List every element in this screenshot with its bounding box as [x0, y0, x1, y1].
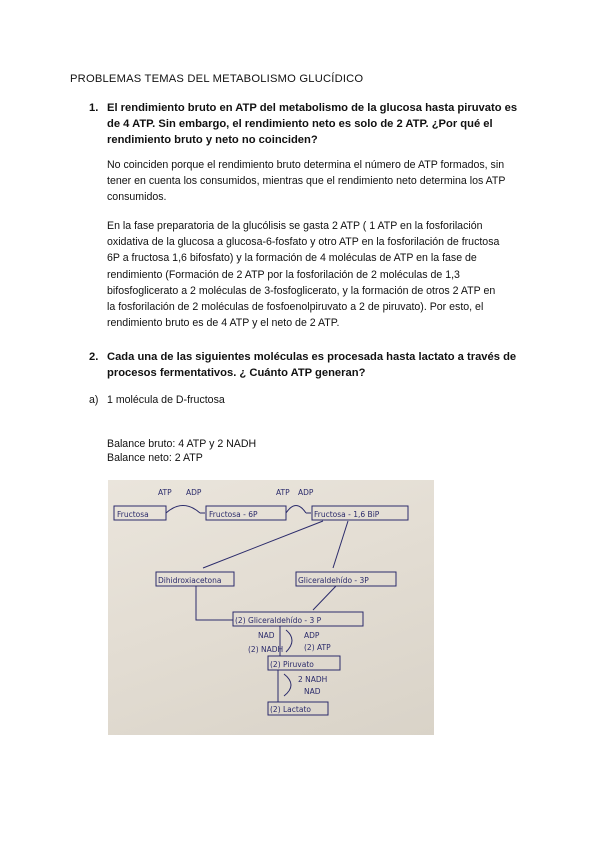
- page-title: PROBLEMAS TEMAS DEL METABOLISMO GLUCÍDICO: [70, 73, 364, 85]
- answer-line: consumidos.: [107, 191, 167, 204]
- question-1-text: [107, 100, 537, 148]
- label-atp-x2: (2) ATP: [304, 643, 331, 652]
- item-a-text: 1 molécula de D-fructosa: [107, 394, 225, 406]
- answer-line: bifosfoglicerato a 2 moléculas de 3-fosfoglicerato, y la formación de otros 2 ATP en: [107, 284, 496, 297]
- question-2: [89, 349, 534, 381]
- label-g3p-x2: (2) Gliceraldehído - 3 P: [235, 616, 322, 625]
- label-g3p: Gliceraldehído - 3P: [298, 576, 369, 585]
- label-nadh-2: 2 NADH: [298, 675, 328, 684]
- arrow-g3p-down: [313, 586, 336, 610]
- arrow-to-g3p: [333, 521, 348, 568]
- label-piruvato: (2) Piruvato: [270, 660, 314, 669]
- question-2-number: 2.: [89, 351, 99, 363]
- label-adp-3: ADP: [304, 631, 320, 640]
- label-fructosa-6p: Fructosa - 6P: [209, 510, 258, 519]
- balance-gross: Balance bruto: 4 ATP y 2 NADH: [107, 438, 257, 450]
- balance-net: Balance neto: 2 ATP: [107, 452, 203, 464]
- label-adp-1: ADP: [186, 488, 202, 497]
- arrow-to-dhap: [203, 521, 323, 568]
- answer-line: En la fase preparatoria de la glucólisis se gasta 2 ATP ( 1 ATP en la fosforilación: [107, 220, 483, 232]
- label-adp-2: ADP: [298, 488, 314, 497]
- question-2-text: [107, 349, 537, 381]
- question-2-line: Cada una de las siguientes moléculas es procesada hasta lactato a través de: [107, 351, 517, 363]
- item-a-label: a): [89, 394, 99, 406]
- question-1-line: de 4 ATP. Sin embargo, el rendimiento neto es solo de 2 ATP. ¿Por qué el: [107, 118, 493, 130]
- label-nadh: (2) NADH: [248, 645, 284, 654]
- answer-1-paragraph-2: [107, 218, 535, 331]
- label-fructosa: Fructosa: [117, 510, 149, 519]
- answer-line: 6P a fructosa 1,6 bifosfato) y la formación de 4 moléculas de ATP en la fase de: [107, 252, 477, 265]
- question-1-line: rendimiento bruto y neto no coinciden?: [107, 134, 318, 146]
- question-2-line: procesos fermentativos. ¿ Cuánto ATP generan?: [107, 367, 366, 379]
- question-1-line: El rendimiento bruto en ATP del metabolismo de la glucosa hasta piruvato es: [107, 102, 518, 114]
- answer-line: No coinciden porque el rendimiento bruto determina el número de ATP formados, sin: [107, 159, 505, 171]
- answer-line: rendimiento (Formación de 2 ATP por la fosforilación de 2 moléculas de 1,3: [107, 268, 460, 281]
- label-fructosa-16bip: Fructosa - 1,6 BiP: [314, 510, 380, 519]
- question-1: [89, 100, 534, 148]
- label-atp-1: ATP: [158, 488, 172, 497]
- answer-line: oxidativa de la glucosa a glucosa-6-fosfato y otro ATP en la fosforilación de fructosa: [107, 236, 500, 249]
- arrow-dhap-to-g3p: [196, 586, 233, 620]
- answer-line: rendimiento bruto es de 4 ATP y el neto de 2 ATP.: [107, 317, 340, 330]
- arrow-pfk: [286, 506, 306, 514]
- label-nad: NAD: [258, 631, 275, 640]
- diagram-svg: [108, 480, 434, 735]
- handwritten-diagram-photo: [108, 480, 434, 735]
- label-nad-2: NAD: [304, 687, 321, 696]
- answer-line: la fosforilación de 2 moléculas de fosfoenolpiruvato a 2 de piruvato). Por esto, el: [107, 301, 484, 314]
- arrow-hexoquinasa: [166, 506, 200, 514]
- label-dhap: Dihidroxiacetona: [158, 576, 222, 585]
- balance-block: [107, 437, 256, 465]
- answer-1-paragraph-1: [107, 157, 535, 206]
- answer-line: tener en cuenta los consumidos, mientras que el rendimiento neto determina los ATP: [107, 175, 506, 188]
- label-lactato: (2) Lactato: [270, 705, 311, 714]
- question-1-number: 1.: [89, 102, 99, 114]
- label-atp-2: ATP: [276, 488, 290, 497]
